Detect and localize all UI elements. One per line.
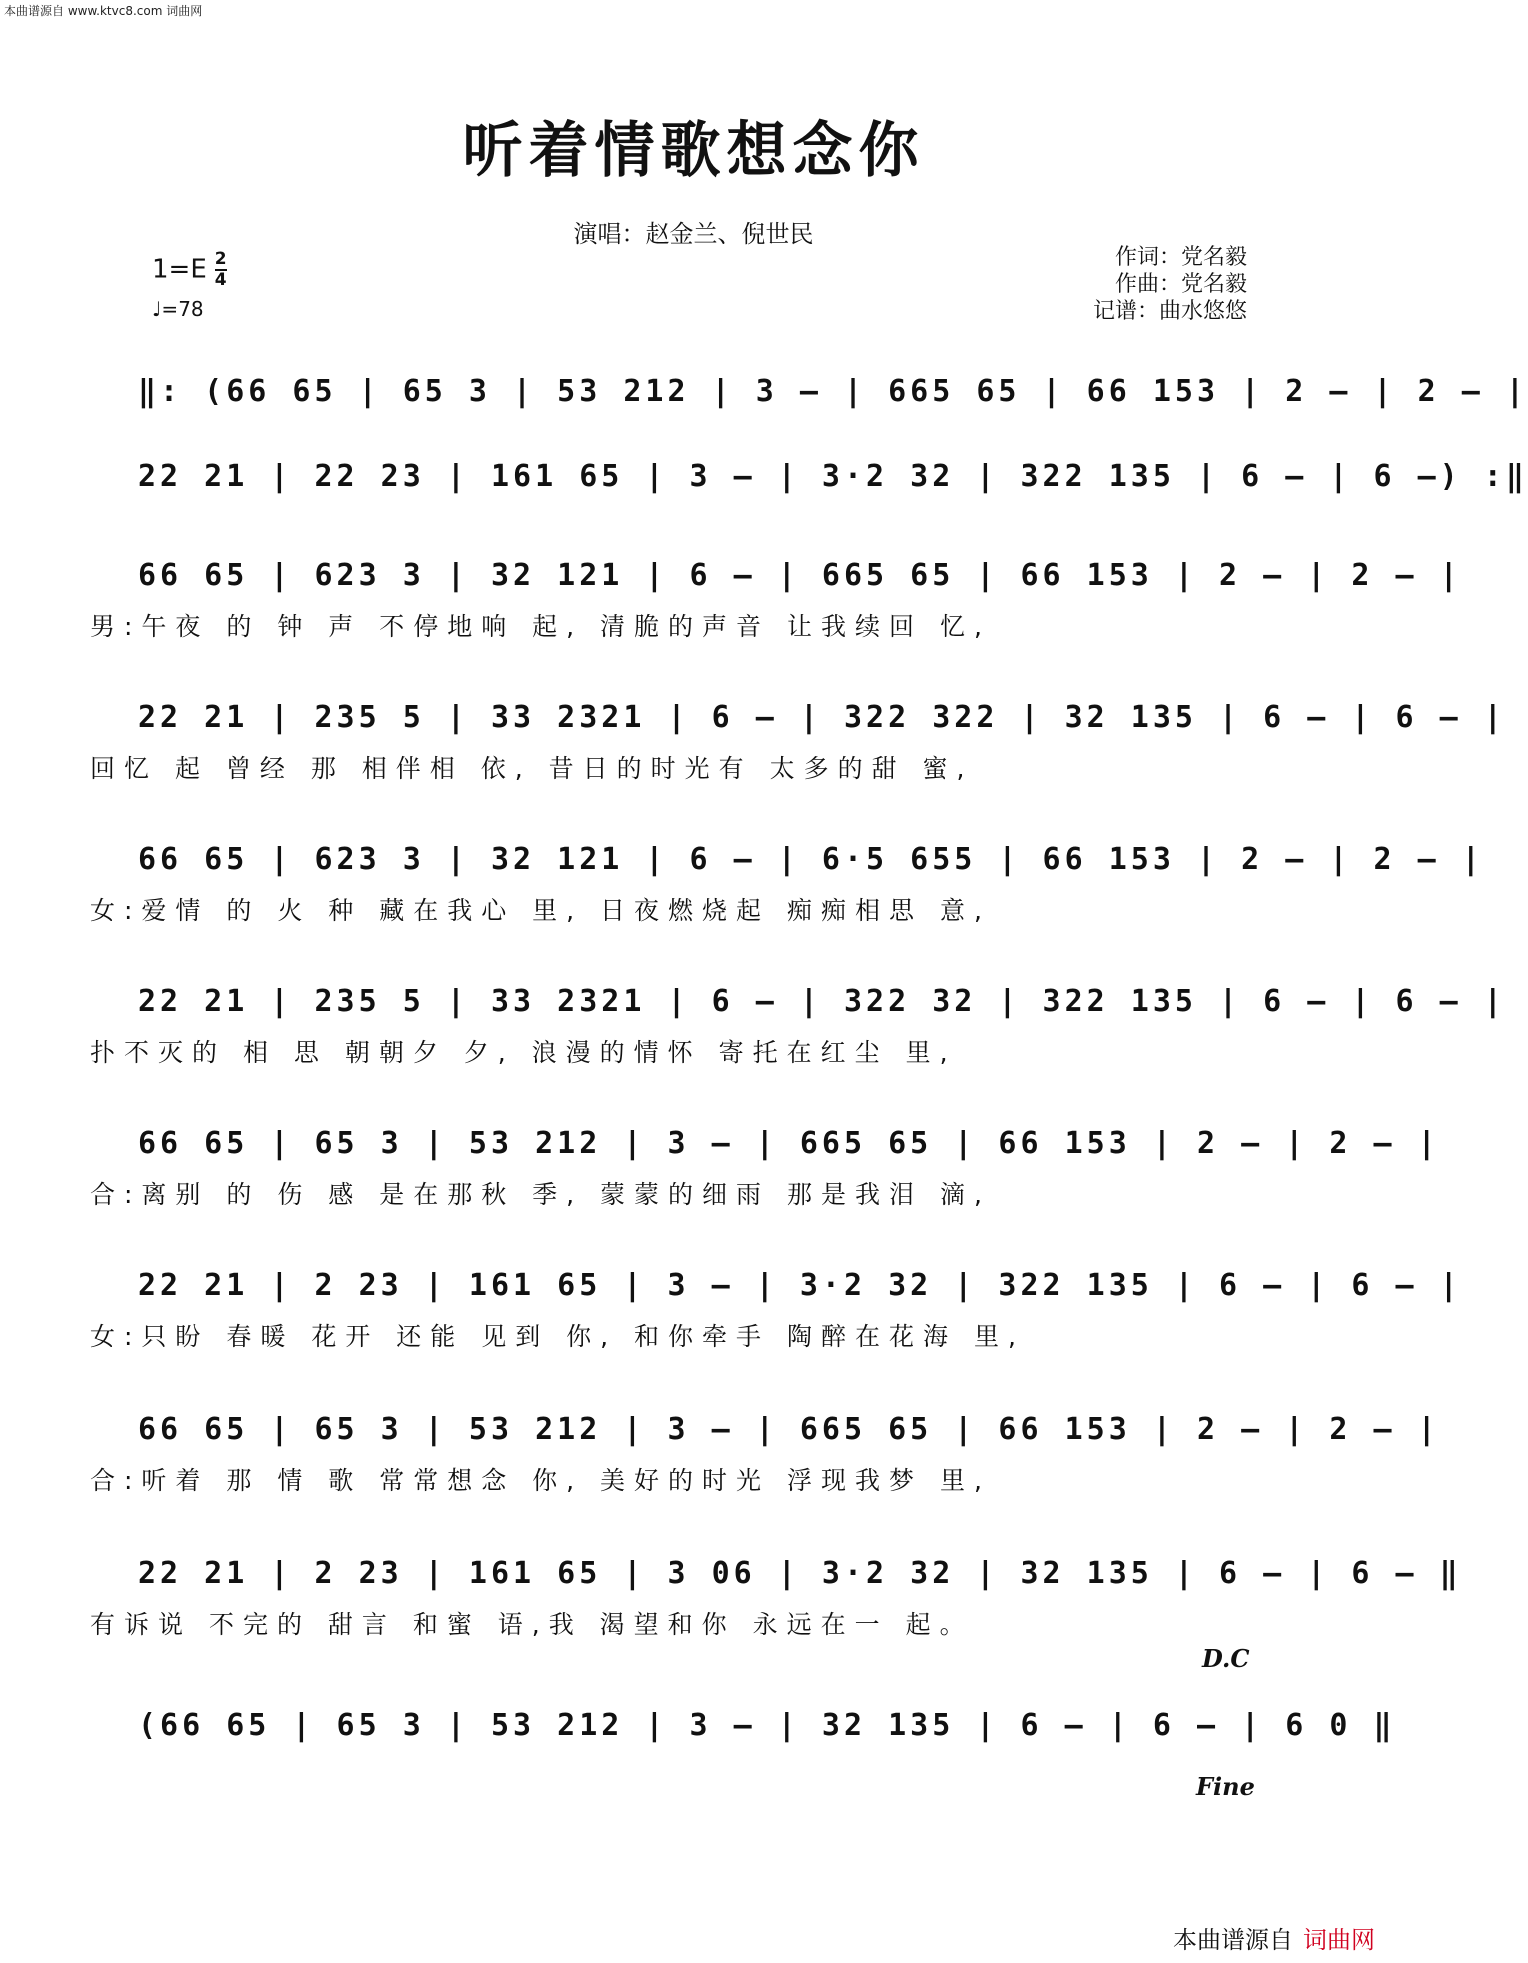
fine-mark: Fine: [1196, 1772, 1255, 1801]
notation-line-6: 22 21 | 235 5 | 33 2321 | 6 – | 322 32 | 322 135 | 6 – | 6 – |: [138, 984, 1506, 1019]
key-label: 1=E: [152, 254, 207, 285]
lyric-line-10: 有诉说 不完的 甜言 和蜜 语,我 渴望和你 永远在一 起。: [90, 1610, 974, 1639]
time-signature: [215, 250, 227, 290]
credit-music: 作曲：党名毅: [1114, 272, 1247, 297]
site-footer-link[interactable]: 词曲网: [1303, 1926, 1375, 1954]
notation-line-1: ‖: (66 65 | 65 3 | 53 212 | 3 – | 665 65 | 66 153 | 2 – | 2 – |: [138, 374, 1528, 409]
lyric-line-8: 女:只盼 春暖 花开 还能 见到 你, 和你牵手 陶醉在花海 里,: [90, 1322, 1025, 1351]
da-capo-mark: D.C: [1202, 1644, 1250, 1673]
lyric-line-6: 扑不灭的 相 思 朝朝夕 夕, 浪漫的情怀 寄托在红尘 里,: [90, 1038, 957, 1067]
site-footer: [1173, 1920, 1375, 1955]
lyric-line-7: 合:离别 的 伤 感 是在那秋 季, 蒙蒙的细雨 那是我泪 滴,: [90, 1180, 991, 1209]
time-denominator: 4: [214, 270, 227, 290]
lyric-line-5: 女:爱情 的 火 种 藏在我心 里, 日夜燃烧起 痴痴相思 意,: [90, 896, 991, 925]
notation-line-5: 66 65 | 623 3 | 32 121 | 6 – | 6·5 655 | 66 153 | 2 – | 2 – |: [138, 842, 1484, 877]
notation-line-9: 66 65 | 65 3 | 53 212 | 3 – | 665 65 | 66 153 | 2 – | 2 – |: [138, 1412, 1440, 1447]
lyric-line-9: 合:听着 那 情 歌 常常想念 你, 美好的时光 浮现我梦 里,: [90, 1466, 991, 1495]
notation-line-11: (66 65 | 65 3 | 53 212 | 3 – | 32 135 | 6 – | 6 – | 6 0 ‖: [138, 1708, 1396, 1743]
lyric-line-4: 回忆 起 曾经 那 相伴相 依, 昔日的时光有 太多的甜 蜜,: [90, 754, 974, 783]
notation-line-2: 22 21 | 22 23 | 161 65 | 3 – | 3·2 32 | 322 135 | 6 – | 6 –) :‖: [138, 459, 1528, 494]
notation-line-7: 66 65 | 65 3 | 53 212 | 3 – | 665 65 | 66 153 | 2 – | 2 – |: [138, 1126, 1440, 1161]
notation-line-10: 22 21 | 2 23 | 161 65 | 3 06 | 3·2 32 | 32 135 | 6 – | 6 – ‖: [138, 1556, 1462, 1591]
notation-line-8: 22 21 | 2 23 | 161 65 | 3 – | 3·2 32 | 322 135 | 6 – | 6 – |: [138, 1268, 1462, 1303]
lyric-line-3: 男:午夜 的 钟 声 不停地响 起, 清脆的声音 让我续回 忆,: [90, 612, 991, 641]
key-signature: [152, 250, 227, 290]
singers: 演唱：赵金兰、倪世民: [573, 220, 814, 248]
site-footer-source: 本曲谱源自: [1173, 1926, 1293, 1954]
notation-line-4: 22 21 | 235 5 | 33 2321 | 6 – | 322 322 | 32 135 | 6 – | 6 – |: [138, 700, 1506, 735]
notation-line-3: 66 65 | 623 3 | 32 121 | 6 – | 665 65 | 66 153 | 2 – | 2 – |: [138, 558, 1462, 593]
credit-lyrics: 作词：党名毅: [1114, 245, 1247, 270]
credit-transcribe: 记谱：曲水悠悠: [1092, 299, 1247, 324]
time-numerator: 2: [214, 249, 227, 269]
song-title: 听着情歌想念你: [462, 116, 925, 186]
site-header: 本曲谱源自 www.ktvc8.com 词曲网: [4, 4, 203, 18]
tempo: ♩=78: [152, 297, 204, 321]
